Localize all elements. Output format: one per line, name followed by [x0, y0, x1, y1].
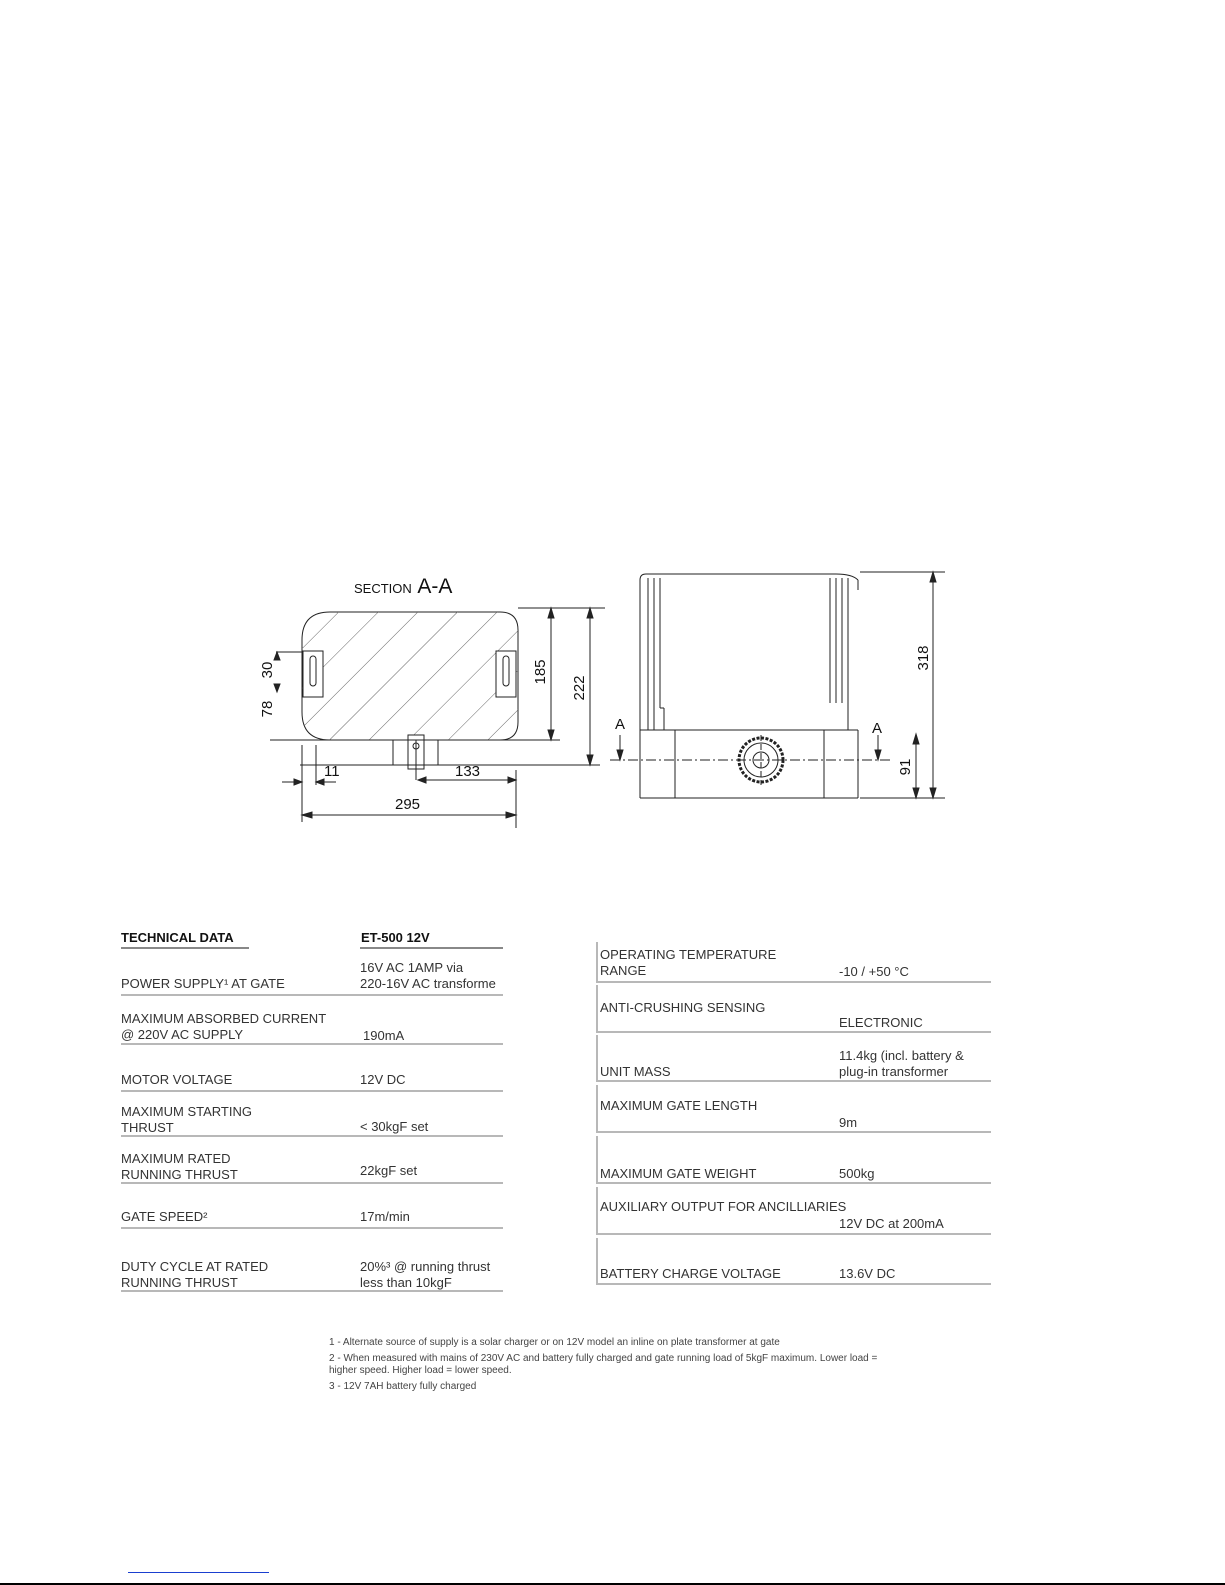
table-row: BATTERY CHARGE VOLTAGE 13.6V DC — [596, 1238, 991, 1285]
side-view — [610, 574, 890, 798]
dim-78: 78 — [259, 700, 276, 718]
technical-data-table — [121, 926, 503, 1296]
section-mark-right: A — [872, 720, 883, 737]
footnote-3: 3 - 12V 7AH battery fully charged — [329, 1381, 477, 1392]
header-rule-value — [360, 947, 503, 949]
dim-185: 185 — [532, 659, 549, 685]
table-row: MAXIMUM GATE WEIGHT 500kg — [596, 1136, 991, 1184]
dim-11: 11 — [324, 763, 340, 780]
table-row: ANTI-CRUSHING SENSING ELECTRONIC — [596, 985, 991, 1033]
table-row: AUXILIARY OUTPUT FOR ANCILLIARIES 12V DC at 200mA — [596, 1187, 991, 1235]
dim-133: 133 — [455, 763, 481, 780]
header-rule-label — [121, 947, 249, 949]
side-dimensions — [617, 572, 945, 798]
table-row: OPERATING TEMPERATURE RANGE -10 / +50 °C — [596, 942, 991, 983]
technical-data-table-right — [596, 942, 989, 1290]
section-title: SECTION A-A — [354, 575, 453, 598]
dim-222: 222 — [571, 675, 588, 701]
hyperlink-underline[interactable] — [128, 1572, 269, 1573]
section-mark-left: A — [615, 716, 626, 733]
table-header-label: TECHNICAL DATA — [121, 930, 234, 945]
table-row: POWER SUPPLY¹ AT GATE 16V AC 1AMP via 220-16V AC transforme — [121, 956, 503, 996]
table-row: MAXIMUM RATED RUNNING THRUST 22kgF set — [121, 1148, 503, 1184]
footnote-2: 2 - When measured with mains of 230V AC and battery fully charged and gate running load of 5kgF maximum. Lower load = higher speed. Higher load = lower speed. — [329, 1353, 878, 1376]
table-header-value: ET-500 12V — [361, 930, 430, 945]
dim-30: 30 — [259, 661, 276, 679]
table-row: GATE SPEED² 17m/min — [121, 1194, 503, 1229]
dim-91: 91 — [897, 758, 914, 776]
table-row: DUTY CYCLE AT RATED RUNNING THRUST 20%³ @ running thrust less than 10kgF — [121, 1240, 503, 1292]
dim-318: 318 — [915, 645, 932, 671]
table-row: MOTOR VOLTAGE 12V DC — [121, 1054, 503, 1092]
table-row: MAXIMUM ABSORBED CURRENT @ 220V AC SUPPLY 190mA — [121, 1007, 503, 1045]
footnotes — [329, 1337, 899, 1397]
table-row: MAXIMUM GATE LENGTH 9m — [596, 1085, 991, 1133]
dim-295: 295 — [395, 796, 421, 813]
footnote-1: 1 - Alternate source of supply is a solar charger or on 12V model an inline on plate transformer at gate — [329, 1337, 780, 1348]
table-row: MAXIMUM STARTING THRUST < 30kgF set — [121, 1102, 503, 1137]
table-row: UNIT MASS 11.4kg (incl. battery & plug-in transformer — [596, 1035, 991, 1082]
